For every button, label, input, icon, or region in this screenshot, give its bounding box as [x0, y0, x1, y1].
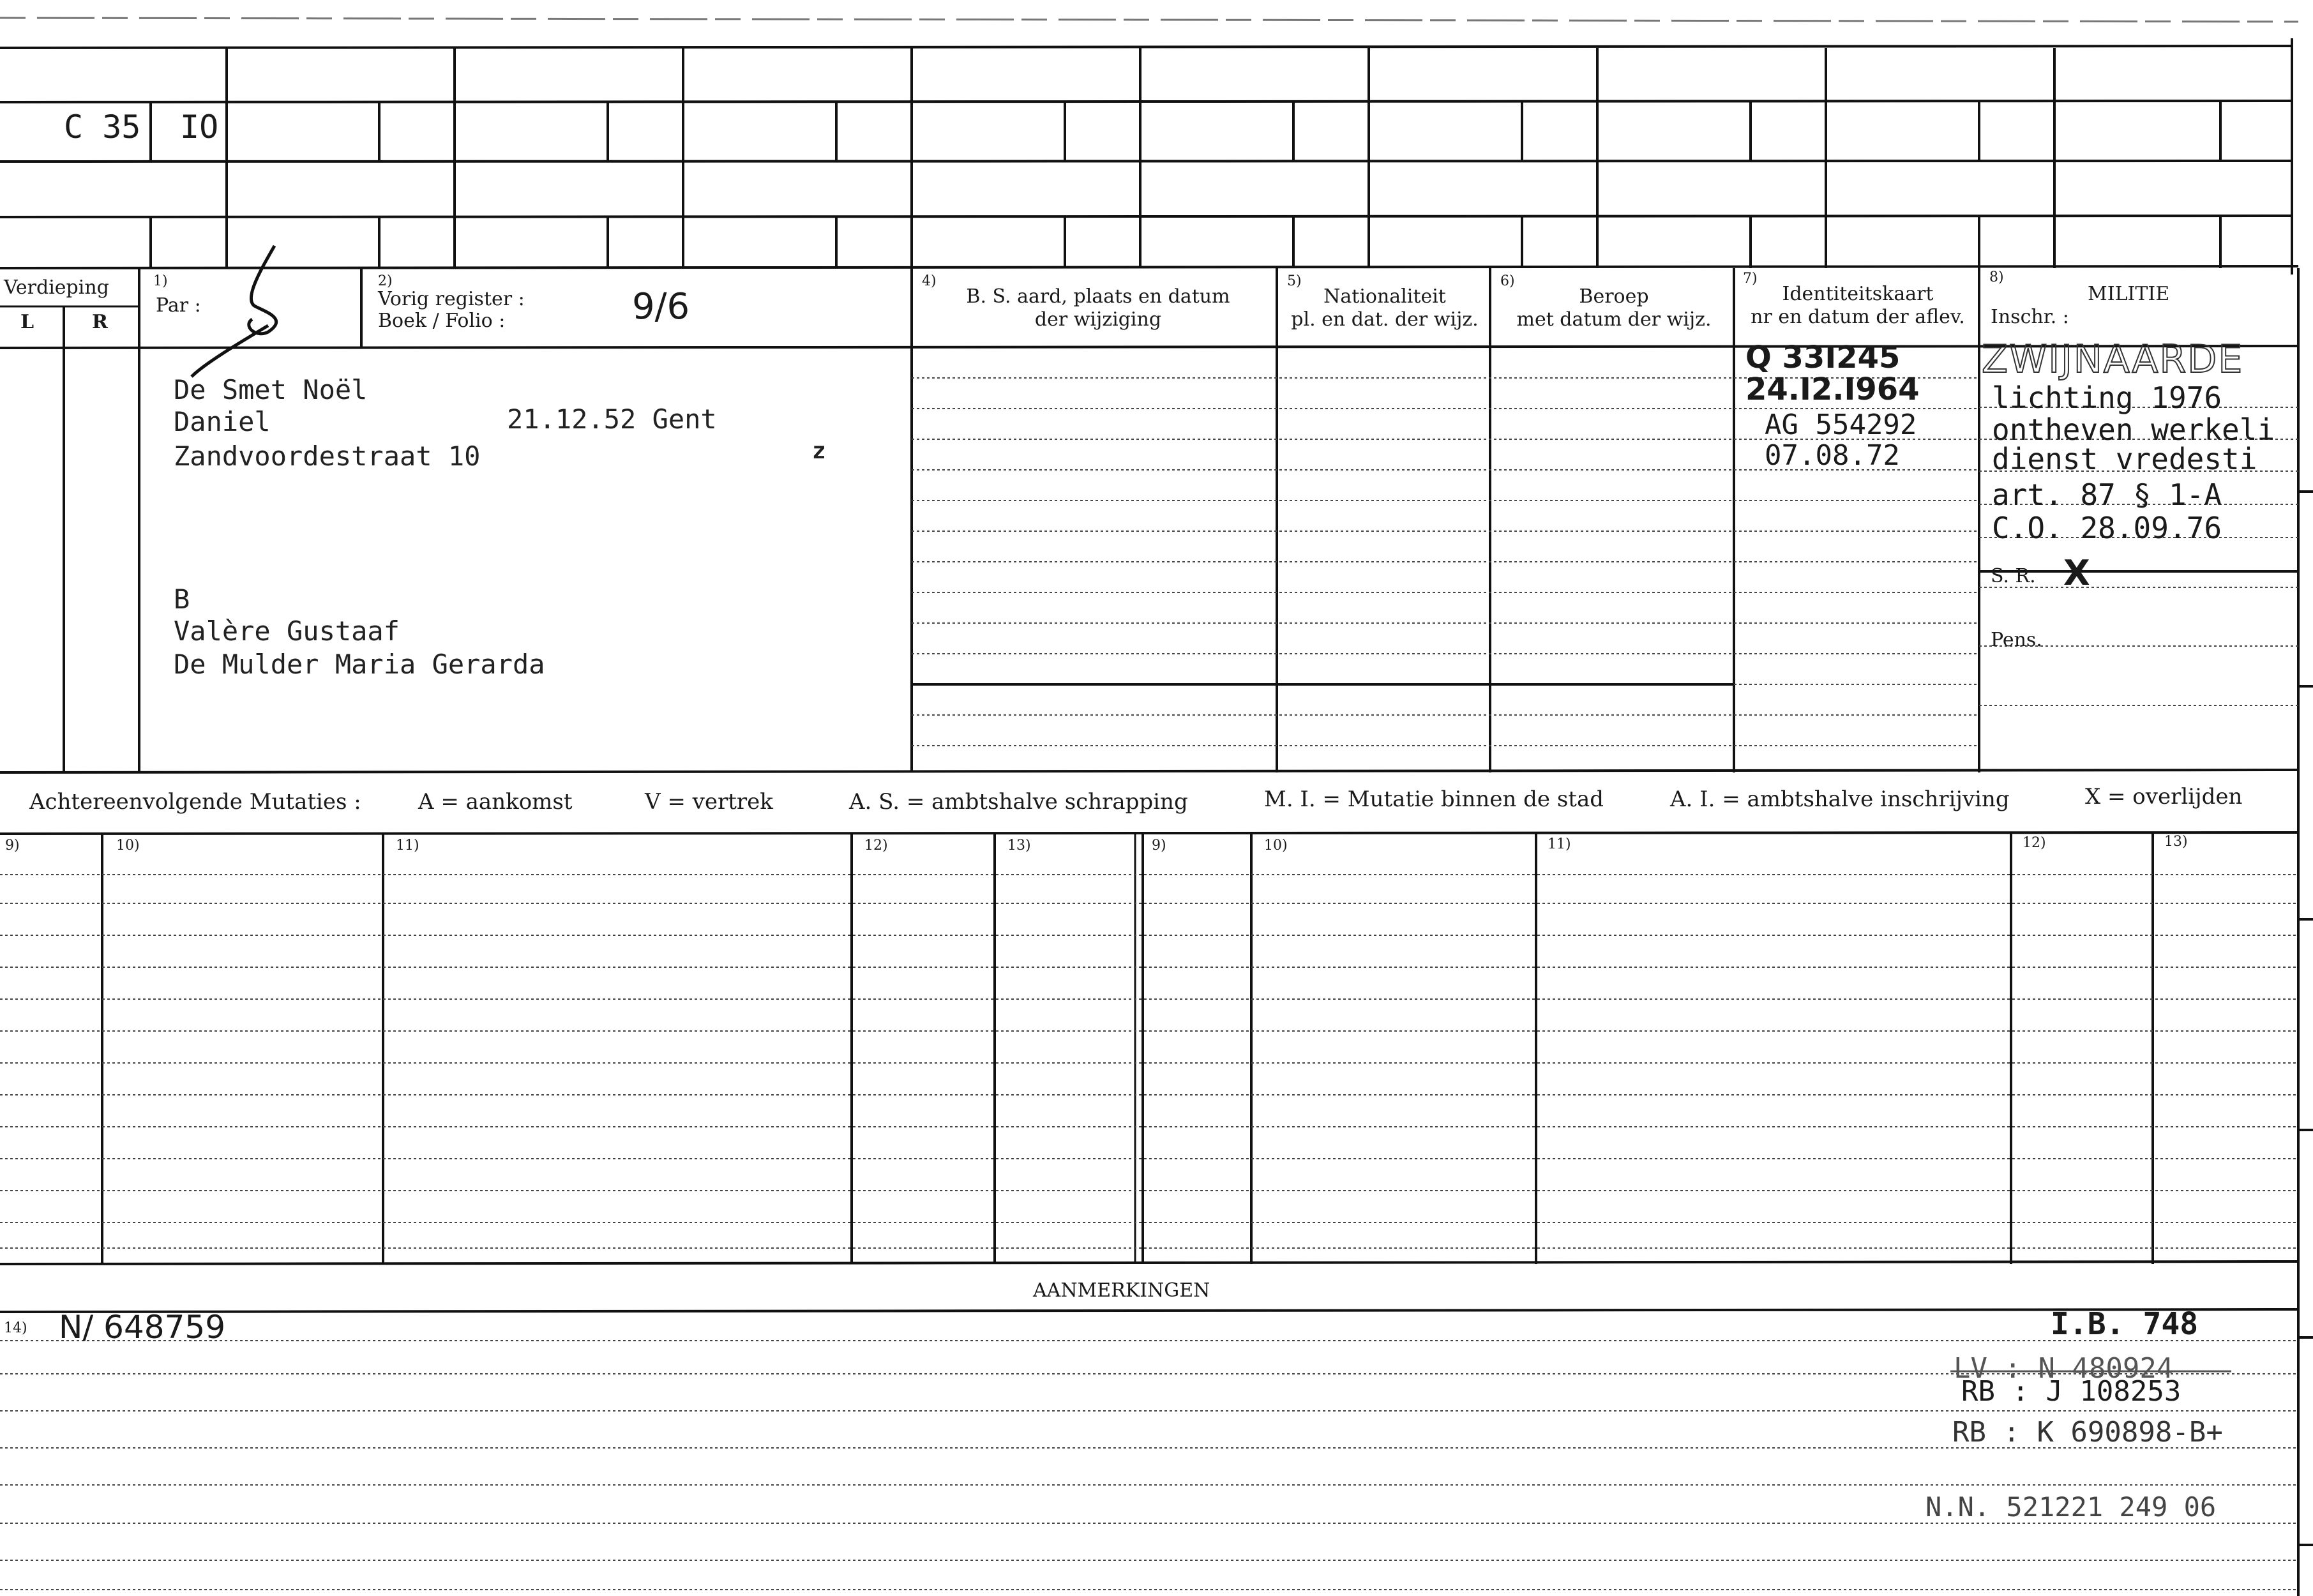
col7-number: 7): [1743, 271, 1758, 287]
militie-line-3: dienst vredesti: [1992, 442, 2257, 476]
inschr-label: Inschr. :: [1991, 306, 2069, 328]
beroep-header-line2: met datum der wijz.: [1516, 308, 1712, 331]
person-first-name: Daniel: [174, 406, 271, 437]
beroep-header-line1: Beroep: [1579, 285, 1649, 308]
remarks-nn: N.N. 521221 249 06: [1925, 1491, 2217, 1523]
col8-number: 8): [1989, 269, 2004, 285]
militie-line-2: ontheven werkeli: [1992, 412, 2275, 447]
identity-line-3: AG 554292: [1765, 409, 1917, 441]
pens-label: Pens.: [1991, 629, 2042, 651]
mut-left-col11: 11): [396, 838, 419, 854]
remarks-number: 14): [4, 1320, 27, 1336]
verdieping-l: L: [20, 311, 34, 333]
vorig-register-label: Vorig register :: [378, 288, 525, 310]
mut-left-col12: 12): [864, 838, 888, 854]
mut-right-col11: 11): [1548, 836, 1571, 852]
mut-right-col12: 12): [2023, 835, 2046, 851]
remarks-lv: LV : N 480924: [1954, 1352, 2174, 1385]
legend-title: Achtereenvolgende Mutaties :: [29, 789, 361, 815]
mut-left-col9: 9): [5, 838, 20, 854]
bs-header-line2: der wijziging: [1034, 308, 1162, 331]
verdieping-label: Verdieping: [4, 276, 109, 299]
legend-item-as: A. S. = ambtshalve schrapping: [849, 789, 1188, 815]
legend-item-v: V = vertrek: [645, 789, 773, 815]
mut-right-col9: 9): [1152, 838, 1166, 854]
verdieping-r: R: [92, 311, 108, 333]
identity-line-4: 07.08.72: [1765, 439, 1900, 472]
militie-line-4: art. 87 § 1-A: [1992, 478, 2222, 512]
register-value: 9/6: [632, 286, 690, 327]
remarks-rb1: RB : J 108253: [1961, 1375, 2181, 1408]
person-address: Zandvoordestraat 10: [174, 440, 481, 472]
identity-line-2: 24.I2.I964: [1745, 372, 1920, 407]
identiteitskaart-header-line2: nr en datum der aflev.: [1751, 306, 1965, 328]
legend-item-a: A = aankomst: [418, 789, 573, 815]
col5-number: 5): [1287, 273, 1302, 289]
person-birth: 21.12.52 Gent: [507, 403, 717, 435]
sr-label: S. R.: [1991, 565, 2036, 587]
remarks-ib: I.B. 748: [2051, 1306, 2199, 1342]
col6-number: 6): [1500, 273, 1515, 289]
top-code-1: C 35: [64, 109, 141, 146]
bs-header-line1: B. S. aard, plaats en datum: [966, 285, 1230, 308]
col1-number: 1): [153, 273, 168, 289]
par-label: Par :: [156, 294, 201, 317]
mut-left-col10: 10): [116, 838, 140, 854]
top-code-2: IO: [180, 109, 219, 146]
remarks-rb2: RB : K 690898-B+: [1952, 1416, 2223, 1449]
person-name: De Smet Noël: [174, 374, 368, 405]
sr-value: X: [2063, 553, 2090, 593]
nationaliteit-header-line2: pl. en dat. der wijz.: [1291, 308, 1479, 331]
militie-header: MILITIE: [2088, 283, 2170, 305]
identiteitskaart-header-line1: Identiteitskaart: [1782, 283, 1934, 305]
militie-line-5: C.O. 28.09.76: [1992, 511, 2222, 545]
person-father: Valère Gustaaf: [174, 615, 400, 647]
legend-item-x: X = overlijden: [2085, 784, 2243, 809]
boek-folio-label: Boek / Folio :: [378, 310, 506, 332]
par-signature-mark: [192, 246, 276, 377]
remarks-n-number: N/ 648759: [59, 1309, 226, 1346]
legend-item-ai: A. I. = ambtshalve inschrijving: [1670, 787, 2010, 812]
col4-number: 4): [922, 273, 937, 289]
identity-line-1: Q 33I245: [1745, 340, 1901, 375]
remarks-title: AANMERKINGEN: [1033, 1279, 1210, 1302]
col2-number: 2): [378, 273, 393, 289]
person-letter: B: [174, 583, 190, 615]
person-marker: z: [812, 438, 826, 464]
person-mother: De Mulder Maria Gerarda: [174, 649, 545, 680]
mut-left-col13: 13): [1007, 838, 1031, 854]
mut-right-col13: 13): [2164, 834, 2188, 850]
militie-line-1: lichting 1976: [1992, 380, 2222, 415]
nationaliteit-header-line1: Nationaliteit: [1323, 285, 1446, 308]
legend-item-mi: M. I. = Mutatie binnen de stad: [1264, 787, 1604, 812]
mut-right-col10: 10): [1264, 838, 1288, 854]
militie-stamp: ZWIJNAARDE: [1982, 337, 2244, 382]
